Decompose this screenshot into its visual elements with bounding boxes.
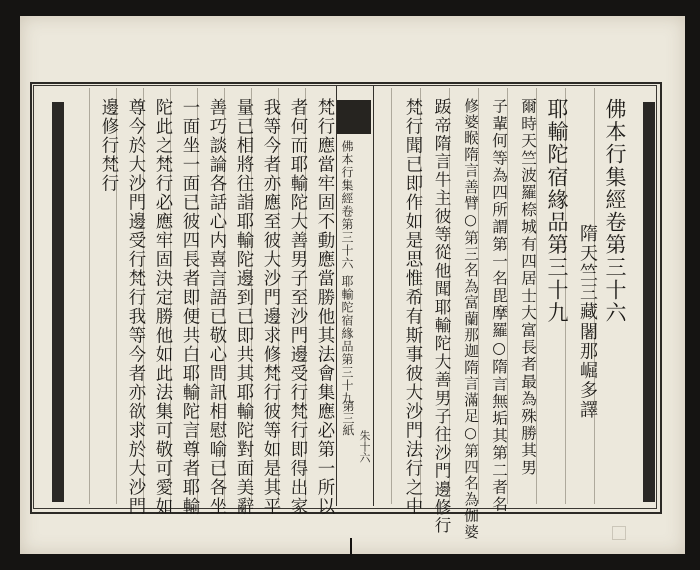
column-rule — [89, 88, 90, 504]
left-margin-bar — [52, 102, 64, 502]
text-column: 䟦帝隋言牛主彼等從他聞耶輸陀大善男子往沙門邊修行 — [432, 98, 451, 535]
center-band-juan: 朱十六 — [358, 430, 371, 463]
text-column: 尊今於大沙門邊受行梵行我等今者亦欲求於大沙門 — [125, 98, 145, 516]
binding-mark — [350, 538, 352, 556]
text-column: 善巧談論各話心内喜言語已敬心問訊相慰喻已各坐 — [206, 98, 226, 516]
center-band-title: 佛本行集經卷第三十六 耶輸陀宿緣品第三十九 — [340, 140, 354, 405]
scroll-title: 佛本行集經卷第三十六 — [603, 98, 627, 324]
text-column: 陀此之梵行必應牢固決定勝他如此法集可敬可愛如 — [152, 98, 172, 516]
center-band-page: 第三紙 — [341, 400, 355, 436]
translator-line: 隋天竺三藏闍那崛多譯 — [577, 224, 598, 420]
text-column: 梵行應當牢固不動應當勝他其法會集應必第一所以 — [314, 98, 334, 516]
text-column: 耶輸陀宿緣品第三十九 — [545, 98, 569, 324]
faint-seal — [612, 526, 626, 540]
text-column: 修婆睺隋言善臂○第三名為富蘭那迦隋言滿足○第四名為伽婆 — [462, 98, 479, 541]
text-column: 邊修行梵行 — [98, 98, 118, 193]
text-column: 一面坐一面已彼四長者即便共白耶輸陀言尊者耶輸 — [179, 98, 199, 516]
column-rule — [391, 88, 392, 504]
right-margin-bar — [643, 102, 655, 502]
text-column: 梵行聞已即作如是思惟希有斯事彼大沙門法行之中 — [402, 98, 422, 516]
text-column: 子輩何等為四所謂第一名毘摩羅○隋言無垢其第二者名 — [490, 98, 508, 514]
band-fishtail — [337, 100, 371, 134]
text-column: 量已相將往詣耶輸陀邊到已即共其耶輸陀對面美辭 — [233, 98, 253, 516]
text-column: 者何而耶輸陀大善男子至沙門邊受行梵行即得出家 — [287, 98, 307, 516]
text-column: 我等今者亦應至彼大沙門邊求修梵行彼等如是其平 — [260, 98, 280, 516]
text-column: 爾時天竺波羅㮈城有四居士大富長者最為殊勝其男 — [519, 98, 537, 477]
